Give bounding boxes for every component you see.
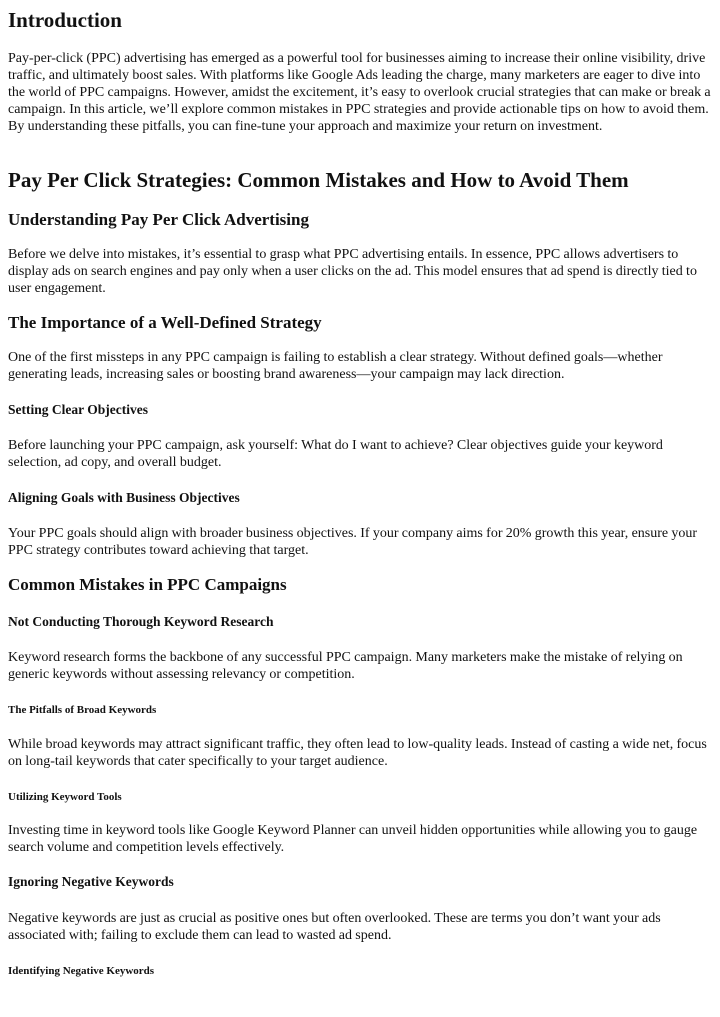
section-text-broad-keywords: While broad keywords may attract significant traffic, they often lead to low-quality leads. Instead of casting a wide net, focus on long-tail keywords that cater specifically to your target audience. <box>8 737 707 769</box>
section-heading-mistakes: Common Mistakes in PPC Campaigns <box>8 575 287 594</box>
section-heading-identifying-negative: Identifying Negative Keywords <box>8 965 155 977</box>
section-text-keyword-research: Keyword research forms the backbone of any successful PPC campaign. Many marketers make the mistake of relying on generic keywords without assessing relevancy or competition. <box>8 650 683 682</box>
section-heading-importance: The Importance of a Well-Defined Strategy <box>8 313 322 332</box>
section-text-negative-keywords: Negative keywords are just as crucial as positive ones but often overlooked. These are terms you don’t want your ads associated with; failing to exclude them can lead to wasted ad spend. <box>8 911 661 943</box>
intro-heading: Introduction <box>8 8 122 32</box>
section-heading-negative-keywords: Ignoring Negative Keywords <box>8 874 174 889</box>
section-heading-keyword-research: Not Conducting Thorough Keyword Research <box>8 614 274 629</box>
section-text-aligning: Your PPC goals should align with broader business objectives. If your company aims for 20% growth this year, ensure your PPC strategy contributes toward achieving that target. <box>8 526 698 558</box>
section-text-objectives: Before launching your PPC campaign, ask yourself: What do I want to achieve? Clear objectives guide your keyword selection, ad copy, and overall budget. <box>8 438 663 470</box>
section-heading-broad-keywords: The Pitfalls of Broad Keywords <box>8 704 157 716</box>
section-heading-keyword-tools: Utilizing Keyword Tools <box>8 791 122 803</box>
section-heading-aligning: Aligning Goals with Business Objectives <box>8 490 240 505</box>
section-text-importance: One of the first missteps in any PPC campaign is failing to establish a clear strategy. Without defined goals—whether generating leads, increasing sales or boosting brand awareness—your campaign may lack direction. <box>8 350 663 382</box>
section-text-understanding: Before we delve into mistakes, it’s essential to grasp what PPC advertising entails. In essence, PPC allows advertisers to display ads on search engines and pay only when a user clicks on the ad. This model ensures that ad spend is directly tied to user engagement. <box>8 247 697 296</box>
article-title: Pay Per Click Strategies: Common Mistakes and How to Avoid Them <box>8 168 629 192</box>
section-text-keyword-tools: Investing time in keyword tools like Google Keyword Planner can unveil hidden opportunities while allowing you to gauge search volume and competition levels effectively. <box>8 823 698 855</box>
section-heading-understanding: Understanding Pay Per Click Advertising <box>8 210 309 229</box>
section-heading-objectives: Setting Clear Objectives <box>8 402 148 417</box>
intro-paragraph: Pay-per-click (PPC) advertising has emerged as a powerful tool for businesses aiming to increase their online visibility, drive traffic, and ultimately boost sales. With platforms like Google Ads leading the charge, many marketers are eager to dive into the world of PPC campaigns. However, amidst the excitement, it’s easy to overlook crucial strategies that can make or break a campaign. In this article, we’ll explore common mistakes in PPC strategies and provide actionable tips on how to avoid them. By understanding these pitfalls, you can fine-tune your approach and maximize your return on investment. <box>8 51 711 134</box>
